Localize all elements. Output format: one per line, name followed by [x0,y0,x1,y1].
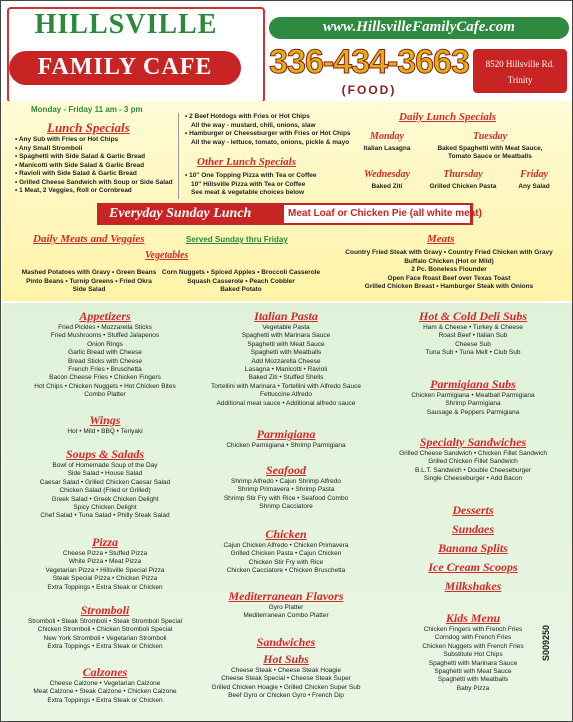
list-item: 10" Hillsville Pizza with Tea or Coffee [191,180,306,188]
list-item: Squash Casserole • Peach Cobbler [187,277,295,285]
parmigiana-title: Parmigiana [256,427,316,441]
list-item: • Any Small Stromboli [15,144,83,152]
pasta-block [197,309,375,408]
banana-splits-title: Banana Splits [438,541,508,555]
day-dish: Italian Lasagna [363,145,411,152]
day-thursday [421,169,505,191]
list-item: All the way - mustard, chili, onions, slaw [191,121,316,129]
day-label: Wednesday [364,169,410,180]
appetizers-title: Appetizers [79,309,131,323]
day-label: Thursday [443,169,483,180]
seafood-items: Shrimp Alfredo • Cajun Shrimp Alfredo Shrimp Primavera • Shrimp Pasta Shrimp Stir Fry with Rice • Seafood Combo Shrimp Cacciatore [223,478,349,511]
specialty-items: Grilled Cheese Sandwich • Chicken Fillet Sandwich Grilled Chicken Fillet Sandwich B.L.T. Sandwich • Double Cheeseburger Single Cheeseburger • Add Bacon [399,450,547,483]
meats-veggies-title: Daily Meats and Veggies [33,233,145,245]
list-item: Open Face Roast Beef over Texas Toast [387,274,511,282]
parmigiana-block [197,427,375,450]
other-lunch-list [185,172,355,198]
day-monday [357,131,417,153]
vegetables-title: Vegetables [145,250,189,261]
milkshakes-title: Milkshakes [444,579,502,593]
website-url[interactable]: www.HillsvilleFamilyCafe.com [323,19,515,35]
vegetables-list-left [19,269,159,295]
list-item: • 1 Meat, 2 Veggies, Roll or Cornbread [15,187,132,194]
list-item: • Grilled Cheese Sandwich with Soup or Side Salad [15,178,173,186]
list-item: • Any Sub with Fries or Hot Chips [15,136,119,143]
day-dish: Grilled Chicken Pasta [429,183,497,190]
sunday-label: Everyday Sunday Lunch [109,206,252,221]
list-item: Baked Potato [220,286,262,293]
seafood-block [197,463,375,512]
chicken-title: Chicken [265,527,307,541]
address-line1: 8520 Hillsville Rd. [485,59,555,69]
deli-block [377,309,569,358]
pizza-items: Cheese Pizza • Stuffed Pizza White Pizza • Meat Pizza Vegetarian Pizza • Hillsville Special Pizza Steak Special Pizza • Chicken Pizza Extra Toppings • Extra Steak or Chicken [45,550,165,591]
soups-block [3,447,207,521]
pizza-title: Pizza [91,535,118,549]
sunday-dish: Meat Loaf or Chicken Pie (all white meat) [288,208,482,219]
day-tuesday [431,131,549,161]
phone-mnemonic: (FOOD) [341,83,397,97]
vegetables-list-right [161,269,321,295]
list-item: • Spaghetti with Side Salad & Garlic Bread [15,153,146,160]
list-item: Grilled Chicken Breast • Hamburger Steak with Onions [364,283,534,290]
day-dish: Baked Ziti [371,183,403,190]
desserts-block [377,503,569,594]
divider [178,113,179,199]
hotdog-burger-list [185,113,355,147]
other-lunch-title: Other Lunch Specials [197,156,297,168]
served-note: Served Sunday thru Friday [186,235,288,244]
wings-block [3,413,207,436]
day-dish: Baked Spaghetti with Meat Sauce, Tomato Sauce or Meatballs [437,145,543,160]
deli-title: Hot & Cold Deli Subs [418,309,528,323]
list-item: Pinto Beans • Turnip Greens • Fried Okra [26,277,152,285]
parm-subs-items: Chicken Parmigiana • Meatball Parmigiana Shrimp Parmigiana Sausage & Peppers Parmigiana [411,392,535,416]
day-wednesday [357,169,417,191]
address-line2: Trinity [507,75,533,85]
meats-list [329,249,569,292]
daily-lunch-title: Daily Lunch Specials [399,111,497,123]
hot-subs-items: Cheese Steak • Cheese Steak Hoagie Cheese Steak Special • Cheese Steak Super Grilled Chicken Hoagie • Grilled Chicken Super Sub Beef Gyro or Chicken Gyro • French Dip [211,667,361,700]
list-item: Corn Nuggets • Spiced Apples • Broccoli Casserole [161,269,321,276]
appetizers-block [3,309,207,400]
day-dish: Any Salad [518,183,550,190]
chicken-items: Cajun Chicken Alfredo • Chicken Primavera Grilled Chicken Pasta • Cajun Chicken Chicken Stir Fry with Rice Chicken Cacciatore • Chicken Bruschetta [223,542,349,575]
specialty-title: Specialty Sandwiches [419,435,527,449]
sandwiches-block [197,635,375,701]
list-item: • 2 Beef Hotdogs with Fries or Hot Chips [185,113,310,120]
logo-top-text: HILLSVILLE [34,9,218,40]
list-item: Buffalo Chicken (Hot or Mild) [404,257,494,265]
chicken-block [197,527,375,576]
kids-items: Chicken Fingers with French Fries Corndog with French Fries Chicken Nuggets with French Fries Substitute Hot Chips Spaghetti with Marinara Sauce Spaghetti with Meat Sauce Spaghetti with Meatballs Baby Pizza [422,626,524,692]
sandwiches-title: Sandwiches [256,635,316,649]
stromboli-block [3,603,207,652]
specialty-block [377,435,569,484]
mediterranean-title: Mediterranean Flavors [228,589,344,603]
calzones-block [3,665,207,705]
day-friday [509,169,559,191]
address-box [473,49,567,93]
phone-number[interactable]: 336-434-3663 [269,43,469,81]
hot-subs-title: Hot Subs [263,652,309,666]
day-label: Monday [370,131,404,142]
list-item: All the way - lettuce, tomato, onions, pickle & mayo [191,138,350,146]
print-code: S009250 [541,624,551,661]
day-label: Friday [520,169,548,180]
list-item: • Hamburger or Cheeseburger with Fries or Hot Chips [185,130,351,137]
stromboli-title: Stromboli [80,603,130,617]
ice-cream-title: Ice Cream Scoops [428,560,518,574]
deli-items: Ham & Cheese • Turkey & Cheese Roast Beef • Italian Sub Cheese Sub Tuna Sub • Tuna Melt • Club Sub [423,324,523,357]
list-item: • Ravioli with Side Salad & Garlic Bread [15,170,137,177]
parm-subs-title: Parmigiana Subs [430,377,516,391]
appetizers-items: Fried Pickles • Mozzarella Sticks Fried Mushrooms • Stuffed Jalapenos Onion Rings Garlic Bread with Cheese Bread Sticks with Cheese French Fries • Bruschetta Bacon Cheese Fries • Chicken Fingers Hot Chips • Chicken Nuggets • Hot Chicken Bites Combo Platter [34,324,176,399]
wings-title: Wings [89,413,121,427]
list-item: • Manicotti with Side Salad & Garlic Bread [15,161,145,169]
calzones-items: Cheese Calzone • Vegetarian Calzone Meat Calzone • Steak Calzone • Chicken Calzone Extra Toppings • Extra Steak or Chicken [33,680,177,704]
list-item: • 10" One Topping Pizza with Tea or Coffee [185,172,317,179]
list-item: Side Salad [72,286,106,293]
soups-title: Soups & Salads [65,447,145,461]
logo-bottom-text: FAMILY CAFE [37,54,213,80]
list-item: Mashed Potatoes with Gravy • Green Beans [21,269,157,276]
list-item: 2 Pc. Boneless Flounder [411,266,487,273]
sundaes-title: Sundaes [451,522,495,536]
day-label: Tuesday [472,131,508,142]
list-item: See meat & vegetable choices below [191,189,305,196]
calzones-title: Calzones [82,665,128,679]
mediterranean-items: Gyro Platter Mediterranean Combo Platter [243,604,329,620]
seafood-title: Seafood [266,463,306,477]
pizza-block [3,535,207,592]
mediterranean-block [197,589,375,621]
kids-title: Kids Menu [445,611,501,625]
wings-items: Hot • Mild • BBQ • Teriyaki [67,428,143,435]
parm-subs-block [377,377,569,417]
parmigiana-items: Chicken Parmigiana • Shrimp Parmigiana [226,442,346,449]
soups-items: Bowl of Homemade Soup of the Day Side Salad • House Salad Caesar Salad • Grilled Chicken Caesar Salad Chicken Salad (Fried or Grilled) Greek Salad • Greek Chicken Delight Spicy Chicken Delight Chef Salad • Tuna Salad • Philly Steak Salad [39,462,171,520]
stromboli-items: Stromboli • Steak Stromboli • Steak Stromboli Special Chicken Stromboli • Chicken Stromboli Special New York Stromboli • Vegetarian Stromboli Extra Toppings • Extra Steak or Chicken [27,618,183,651]
list-item: Country Fried Steak with Gravy • Country Fried Chicken with Gravy [345,249,553,256]
lunch-specials-title: Lunch Specials [47,120,130,135]
meats-title: Meats [427,233,455,245]
pasta-title: Italian Pasta [254,309,318,323]
pasta-items: Vegetable Pasta Spaghetti with Marinara Sauce Spaghetti with Meat Sauce Spaghetti with Meatballs Add Mozzarella Cheese Lasagna • Manicotti • Ravioli Baked Ziti • Stuffed Shells Tortellini with Marinara • Tortellini with Alfredo Sauce Fettuccine Alfredo Additional meat sauce • Additional alfredo sauce [211,324,361,407]
lunch-specials-list [15,136,175,196]
desserts-title: Desserts [452,503,494,517]
lunch-hours: Monday - Friday 11 am - 3 pm [31,105,143,114]
